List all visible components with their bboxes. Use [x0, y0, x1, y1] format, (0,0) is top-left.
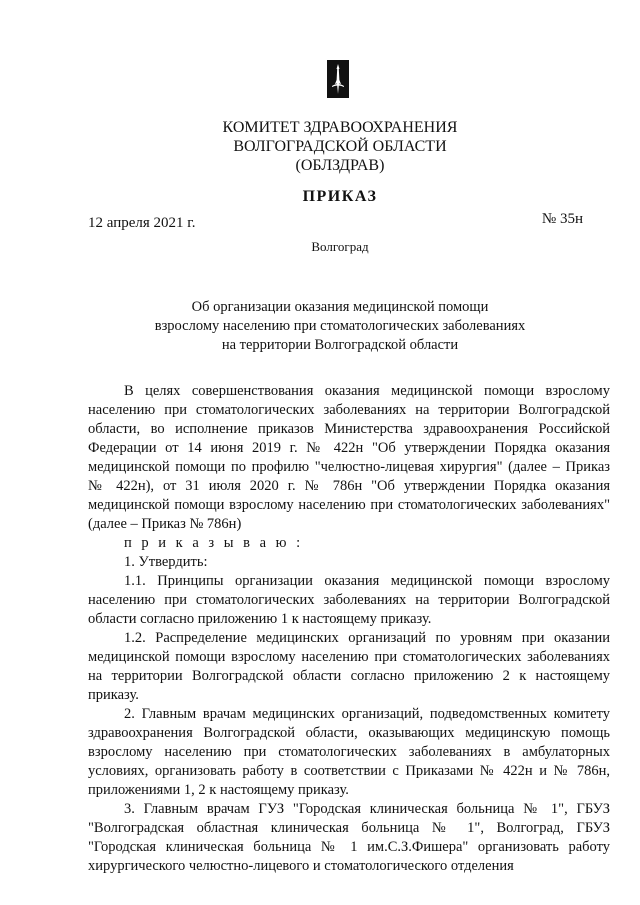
item-1-1: 1.1. Принципы организации оказания медицинской помощи взрослому населению при стоматологических заболеваниях на территории Волгоградской области согласно приложению 1 к настоящему приказу.: [88, 573, 610, 627]
org-line-2: ВОЛГОГРАДСКОЙ ОБЛАСТИ: [233, 138, 447, 155]
subject-line-2: взрослому населению при стоматологических заболеваниях: [154, 318, 526, 334]
org-line-3: (ОБЛЗДРАВ): [295, 157, 385, 174]
document-subject: [120, 298, 560, 355]
item-2: 2. Главным врачам медицинских организаций, подведомственных комитету здравоохранения Волгоградской области, оказывающих медицинскую помощь взрослому населению при стоматологических заболеваниях в амбулаторных условиях, организовать работу в соответствии с Приказами № 422н и № 786н, приложениями 1, 2 к настоящему приказу.: [88, 706, 610, 798]
document-date: 12 апреля 2021 г.: [88, 215, 196, 231]
document-city: Волгоград: [311, 239, 369, 254]
org-line-1: КОМИТЕТ ЗДРАВООХРАНЕНИЯ: [222, 119, 458, 136]
order-word: п р и к а з ы в а ю :: [124, 535, 304, 551]
item-1-2: 1.2. Распределение медицинских организаций по уровням при оказании медицинской помощи взрослому населению при стоматологических заболеваниях на территории Волгоградской области согласно приложению 2 к настоящему приказу.: [88, 630, 610, 703]
subject-line-3: на территории Волгоградской области: [221, 337, 459, 353]
item-1: 1. Утвердить:: [124, 554, 208, 570]
coat-of-arms-emblem: [327, 60, 349, 98]
document-number: № 35н: [541, 211, 583, 227]
organization-name: [150, 118, 530, 175]
subject-line-1: Об организации оказания медицинской помощи: [191, 299, 489, 315]
document-body: [88, 382, 610, 876]
item-3: 3. Главным врачам ГУЗ "Городская клиническая больница № 1", ГБУЗ "Волгоградская областная клиническая больница № 1", Волгоград, ГБУЗ "Городская клиническая больница № 1 им.С.З.Фишера" организовать работу хирургического челюстно-лицевого и стоматологического отделения: [88, 801, 610, 874]
preamble-paragraph: В целях совершенствования оказания медицинской помощи взрослому населению при стоматологических заболеваниях на территории Волгоградской области, во исполнение приказов Министерства здравоохранения Российской Федерации от 14 июня 2019 г. № 422н "Об утверждении Порядка оказания медицинской помощи по профилю "челюстно-лицевая хирургия" (далее – Приказ № 422н), от 31 июля 2020 г. № 786н "Об утверждении Порядка оказания медицинской помощи взрослому населению при стоматологических заболеваниях" (далее – Приказ № 786н): [88, 383, 610, 532]
document-type: ПРИКАЗ: [302, 188, 378, 205]
